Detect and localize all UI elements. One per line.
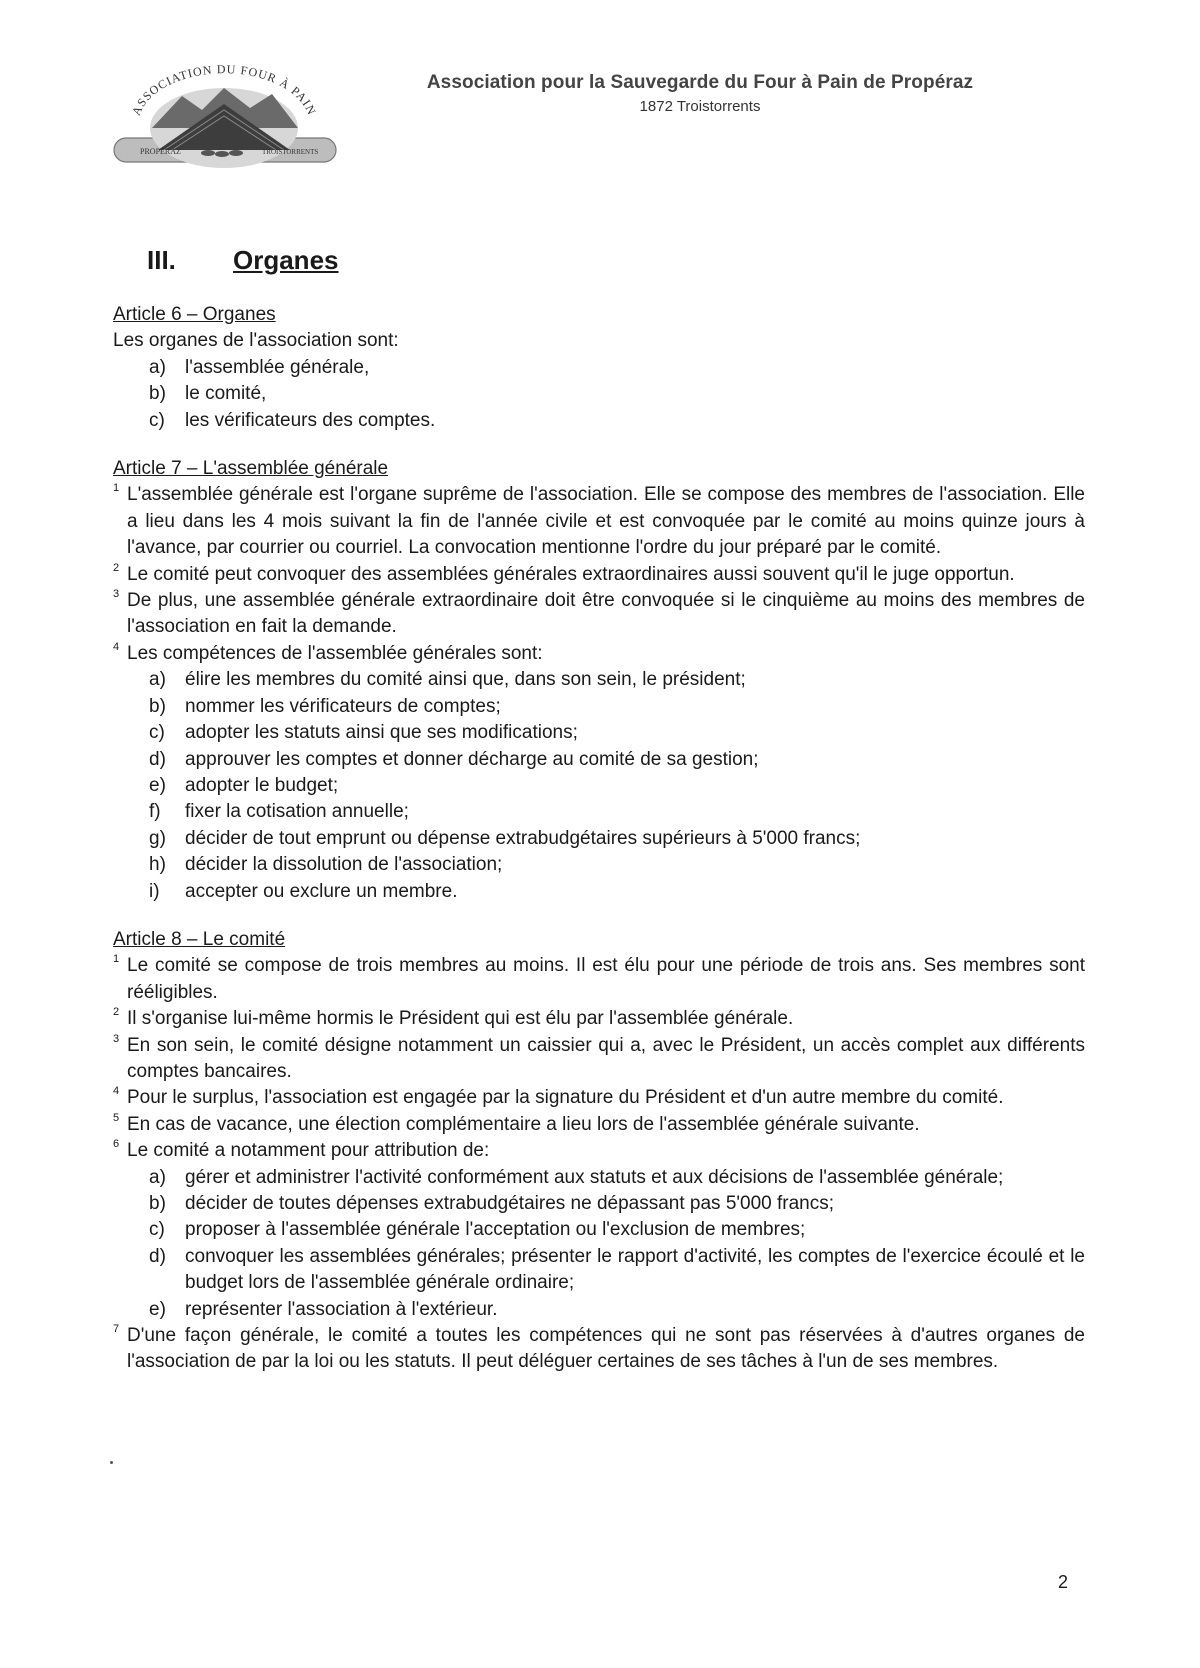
paragraph: 3 De plus, une assemblée générale extraordinaire doit être convoquée si le cinquième au moins des membres de l'association en fait la demande. bbox=[113, 588, 1085, 638]
list-item: g) décider de tout emprunt ou dépense extrabudgétaires supérieurs à 5'000 francs; bbox=[149, 827, 861, 849]
article-6-list bbox=[113, 355, 1085, 434]
section-number: III. bbox=[147, 245, 176, 275]
list-item: h) décider la dissolution de l'association; bbox=[149, 854, 503, 876]
organization-address: 1872 Troistorrents bbox=[639, 98, 761, 115]
article-8 bbox=[113, 927, 1085, 1376]
logo-right-text: TROISTORRENTS bbox=[262, 148, 319, 156]
list-item: e) représenter l'association à l'extérieur. bbox=[149, 1298, 498, 1320]
paragraph: 6 Le comité a notamment pour attribution de: bbox=[113, 1138, 490, 1162]
list-item: a) élire les membres du comité ainsi que, dans son sein, le président; bbox=[149, 669, 746, 691]
list-item: a) gérer et administrer l'activité conformément aux statuts et aux décisions de l'assemblée générale; bbox=[149, 1166, 1004, 1188]
closing-paragraph: 7 D'une façon générale, le comité a toutes les compétences qui ne sont pas réservées à d'autres organes de l'association de par la loi ou les statuts. Il peut déléguer certaines de ses tâches à l'un de ses membres. bbox=[113, 1323, 1085, 1373]
list-item: d) approuver les comptes et donner décharge au comité de sa gestion; bbox=[149, 748, 759, 770]
paragraph: 4 Pour le surplus, l'association est engagée par la signature du Président et d'un autre membre du comité. bbox=[113, 1085, 1004, 1109]
list-item: i) accepter ou exclure un membre. bbox=[149, 880, 458, 902]
list-item: b) le comité, bbox=[149, 383, 267, 405]
article-6-intro: Les organes de l'association sont: bbox=[113, 330, 399, 352]
article-6-title: Article 6 – Organes bbox=[113, 304, 276, 325]
article-6 bbox=[113, 302, 1085, 434]
organization-name: Association pour la Sauvegarde du Four à Pain de Propéraz bbox=[426, 72, 974, 93]
paragraph: 1 L'assemblée générale est l'organe suprême de l'association. Elle se compose des membres de l'association. Elle a lieu dans les 4 mois suivant la fin de l'année civile et est convoquée par le comité au moins quinze jours à l'avance, par courrier ou courriel. La convocation mentionne l'ordre du jour préparé par le comité. bbox=[113, 482, 1085, 559]
list-item: b) décider de toutes dépenses extrabudgétaires ne dépassant pas 5'000 francs; bbox=[149, 1193, 835, 1214]
list-item: e) adopter le budget; bbox=[149, 774, 339, 796]
section-heading bbox=[147, 240, 1085, 280]
logo-arc-text: ASSOCIATION DU FOUR À PAIN bbox=[128, 62, 320, 118]
list-item: b) nommer les vérificateurs de comptes; bbox=[149, 695, 501, 717]
paragraph: 2 Il s'organise lui-même hormis le Président qui est élu par l'assemblée générale. bbox=[113, 1006, 794, 1030]
article-7 bbox=[113, 456, 1085, 905]
bread-oven-logo bbox=[112, 58, 338, 176]
article-8-list bbox=[113, 1165, 1085, 1323]
article-8-title: Article 8 – Le comité bbox=[113, 928, 286, 950]
scan-speck bbox=[110, 1461, 113, 1464]
page-number: 2 bbox=[1058, 1572, 1069, 1592]
article-7-title: Article 7 – L'assemblée générale bbox=[113, 458, 389, 480]
paragraph: 5 En cas de vacance, une élection complémentaire a lieu lors de l'assemblée générale suivante. bbox=[113, 1111, 920, 1135]
logo-left-text: PROPÉRAZ bbox=[140, 147, 181, 156]
document-body bbox=[113, 240, 1085, 1376]
list-item: f) fixer la cotisation annuelle; bbox=[149, 801, 409, 823]
list-item: c) adopter les statuts ainsi que ses modifications; bbox=[149, 722, 578, 744]
list-item: a) l'assemblée générale, bbox=[149, 356, 370, 378]
logo-graphic bbox=[112, 58, 338, 176]
paragraph: 3 En son sein, le comité désigne notamment un caissier qui a, avec le Président, un accès complet aux différents comptes bancaires. bbox=[113, 1032, 1085, 1082]
section-title: Organes bbox=[233, 245, 339, 275]
paragraph: 1 Le comité se compose de trois membres au moins. Il est élu pour une période de trois ans. Ses membres sont rééligibles. bbox=[113, 953, 1085, 1003]
paragraph: 4 Les compétences de l'assemblée générales sont: bbox=[113, 640, 543, 664]
paragraph: 2 Le comité peut convoquer des assemblées générales extraordinaires aussi souvent qu'il le juge opportun. bbox=[113, 561, 1015, 585]
article-7-list bbox=[113, 667, 1085, 905]
list-item: d) convoquer les assemblées générales; présenter le rapport d'activité, les comptes de l'exercice écoulé et le budget lors de l'assemblée générale ordinaire; bbox=[149, 1245, 1085, 1294]
list-item: c) proposer à l'assemblée générale l'acceptation ou l'exclusion de membres; bbox=[149, 1219, 806, 1241]
list-item: c) les vérificateurs des comptes. bbox=[149, 409, 436, 431]
letterhead bbox=[400, 72, 1000, 115]
